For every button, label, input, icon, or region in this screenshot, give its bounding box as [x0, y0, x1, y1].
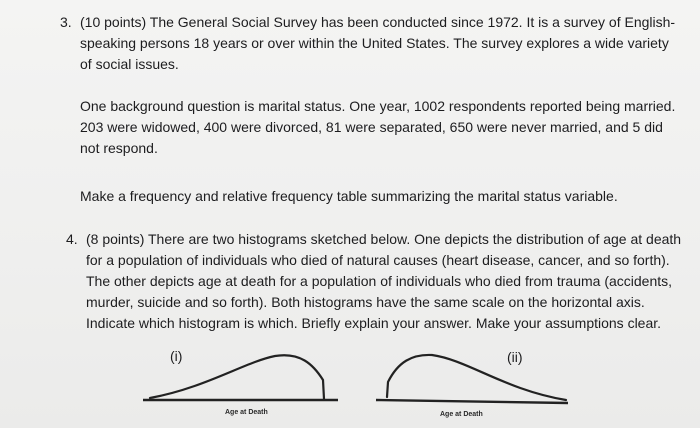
question-3-text: (10 points) The General Social Survey has been conducted since 1972. It is a survey of English-speaking persons 18 years or over within the United States. The survey explores a wide variety of social issues. [80, 14, 676, 72]
histogram-ii-label: (ii) [507, 349, 523, 365]
histogram-i-axis-label: Age at Death [225, 409, 268, 416]
histogram-ii-curve [387, 355, 566, 400]
histogram-ii-axis [376, 400, 568, 403]
question-3-task: Make a frequency and relative frequency table summarizing the marital status variable. [80, 188, 618, 204]
question-3-background: One background question is marital status. One year, 1002 respondents reported being married. 203 were widowed, 400 were divorced, 81 were separated, 650 were never married, and 5 did not respond. [80, 98, 676, 156]
histogram-ii-axis-label: Age at Death [440, 411, 483, 418]
question-3-number: 3. [60, 14, 72, 30]
question-4-number: 4. [66, 231, 78, 247]
histogram-i-label: (i) [170, 348, 183, 364]
histogram-i-curve [150, 355, 324, 399]
question-4-text: (8 points) There are two histograms sketched below. One depicts the distribution of age at death for a population of individuals who died of natural causes (heart disease, cancer, and so forth). The other depicts age at death for a population of individuals who died from trauma (accidents, murder, suicide and so forth). Both histograms have the same scale on the horizontal axis. Indicate which histogram is which. Briefly explain your answer. Make your assumptions clear. [86, 231, 682, 331]
